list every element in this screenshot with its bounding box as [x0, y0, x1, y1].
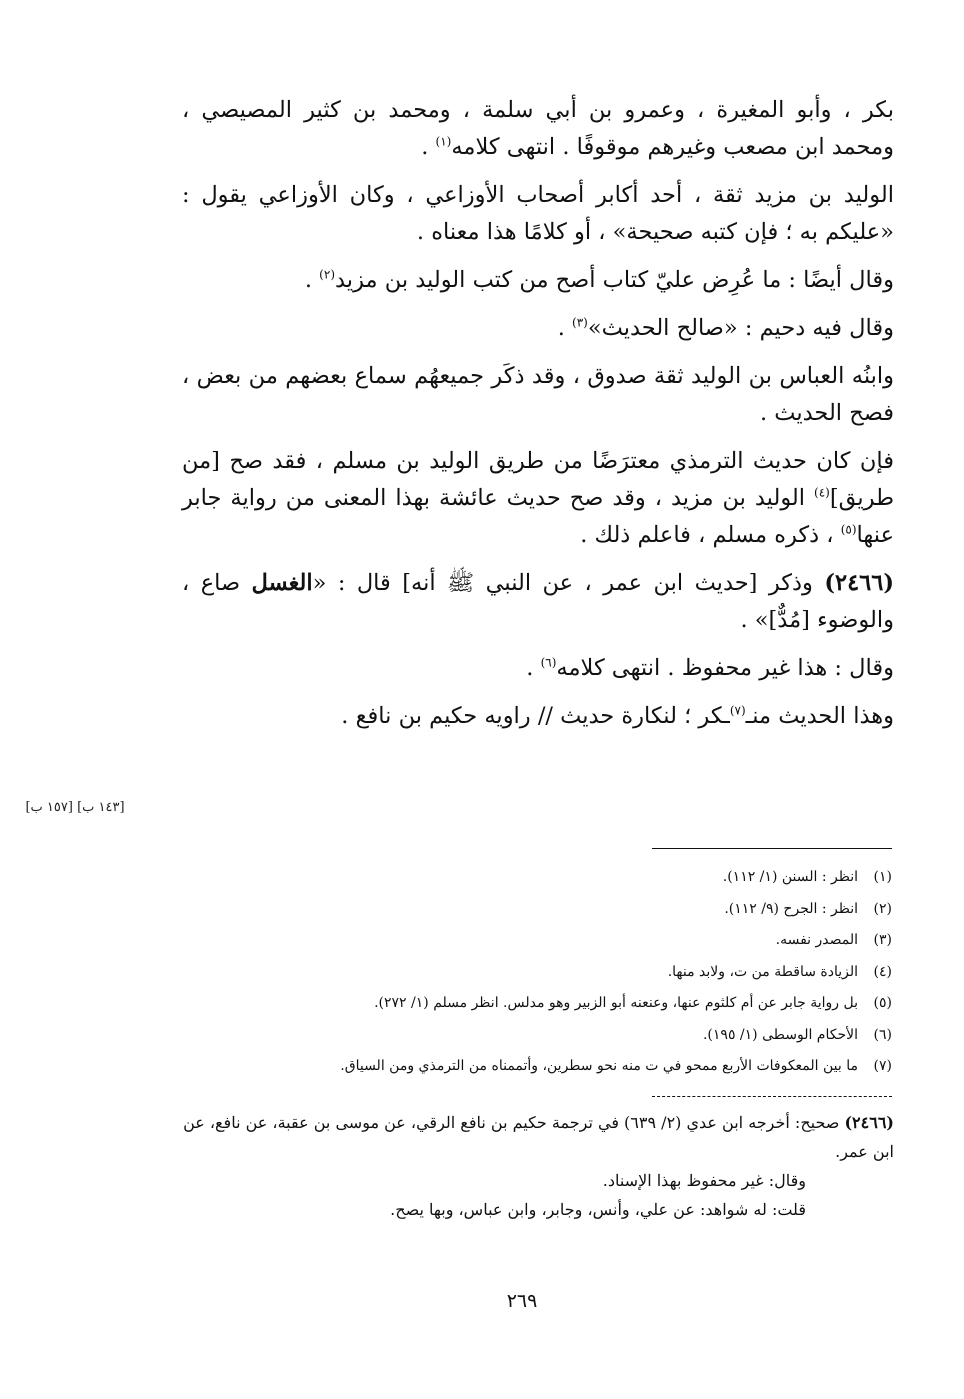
manuscript-folio-note: [١٤٣ ب] [١٥٧ ب]	[25, 800, 125, 815]
footnote-item: (٣)المصدر نفسه.	[775, 932, 892, 948]
footnote-ref[interactable]: (٢)	[319, 267, 335, 282]
footnote-item: (٦)الأحكام الوسطى (١/ ١٩٥).	[702, 1026, 892, 1043]
paragraph: وابنُه العباس بن الوليد ثقة صدوق ، وقد ذكَر جميعهُم سماع بعضهم من بعض ، فصح الحديث .	[182, 363, 894, 426]
hadith-number: (٢٤٦٦)	[824, 570, 894, 596]
paragraph: وقال أيضًا : ما عُرِض عليّ كتاب أصح من كتب الوليد بن مزيد$^{(٢)}$ .	[304, 267, 894, 293]
footnote-item: (٤)الزيادة ساقطة من ت، ولابد منها.	[667, 963, 892, 980]
page-number: ٢٦٩	[506, 1290, 538, 1312]
hadith-bold-word: الغسل	[251, 570, 313, 596]
paragraph: الوليد بن مزيد ثقة ، أحد أكابر أصحاب الأوزاعي ، وكان الأوزاعي يقول : «عليكم به ؛ فإن كتبه صحيحة» ، أو كلامًا هذا معناه .	[182, 182, 894, 245]
footnote-divider	[652, 848, 892, 849]
paragraph: وهذا الحديث منـ$^{(٧)}$ـكر ؛ لنكارة حديث // راويه حكيم بن نافع .	[341, 703, 894, 729]
footnote-ref[interactable]: (٤)	[814, 485, 830, 500]
takhrij-line: وقال: غير محفوظ بهذا الإسناد.	[602, 1171, 806, 1190]
main-text	[182, 92, 894, 746]
paragraph: فإن كان حديث الترمذي معترَضًا من طريق الوليد بن مسلم ، فقد صح [من طريق]$^{(٤)}$ الوليد بن مزيد ، وقد صح حديث عائشة بهذا المعنى من رواية جابر عنها$^{(٥)}$ ، ذكره مسلم ، فاعلم ذلك .	[182, 448, 894, 548]
footnote-ref[interactable]: (١)	[435, 134, 452, 149]
takhrij-line: قلت: له شواهد: عن علي، وأنس، وجابر، وابن عباس، وبها يصح.	[390, 1200, 806, 1219]
footnote-ref[interactable]: (٦)	[540, 655, 557, 670]
footnote-ref[interactable]: (٥)	[840, 522, 857, 537]
takhrij-number: (٢٤٦٦)	[844, 1113, 894, 1132]
footnote-ref[interactable]: (٣)	[572, 315, 588, 330]
hadith-paragraph: (٢٤٦٦) وذكر [حديث ابن عمر ، عن النبي ﷺ أنه] قال : «الغسل صاع ، والوضوء [مُدٌّ]» .	[182, 570, 894, 633]
footnote-ref[interactable]: (٧)	[729, 703, 746, 718]
paragraph: وقال فيه دحيم : «صالح الحديث»$^{(٣)}$ .	[557, 315, 894, 341]
footnotes-list	[300, 862, 892, 1083]
takhrij-section	[182, 1108, 894, 1224]
takhrij-line: (٢٤٦٦) صحيح: أخرجه ابن عدي (٢/ ٦٣٩) في ترجمة حكيم بن نافع الرقي، عن موسى بن عقبة، عن نافع، عن ابن عمر.	[183, 1113, 894, 1161]
takhrij-divider	[652, 1096, 892, 1097]
paragraph: بكر ، وأبو المغيرة ، وعمرو بن أبي سلمة ، ومحمد بن كثير المصيصي ، ومحمد ابن مصعب وغيرهم موقوفًا . انتهى كلامه$^{(١)}$ .	[182, 97, 894, 160]
footnote-item: (١)انظر : السنن (١/ ١١٢).	[722, 869, 892, 885]
paragraph: وقال : هذا غير محفوظ . انتهى كلامه$^{(٦)}$ .	[526, 655, 894, 681]
footnote-item: (٧)ما بين المعكوفات الأربع ممحو في ت منه نحو سطرين، وأتممناه من الترمذي ومن السياق.	[340, 1058, 892, 1074]
footnote-item: (٥)بل رواية جابر عن أم كلثوم عنها، وعنعنه أبو الزبير وهو مدلس. انظر مسلم (١/ ٢٧٢).	[374, 995, 892, 1011]
footnote-item: (٢)انظر : الجرح (٩/ ١١٢).	[724, 900, 892, 917]
